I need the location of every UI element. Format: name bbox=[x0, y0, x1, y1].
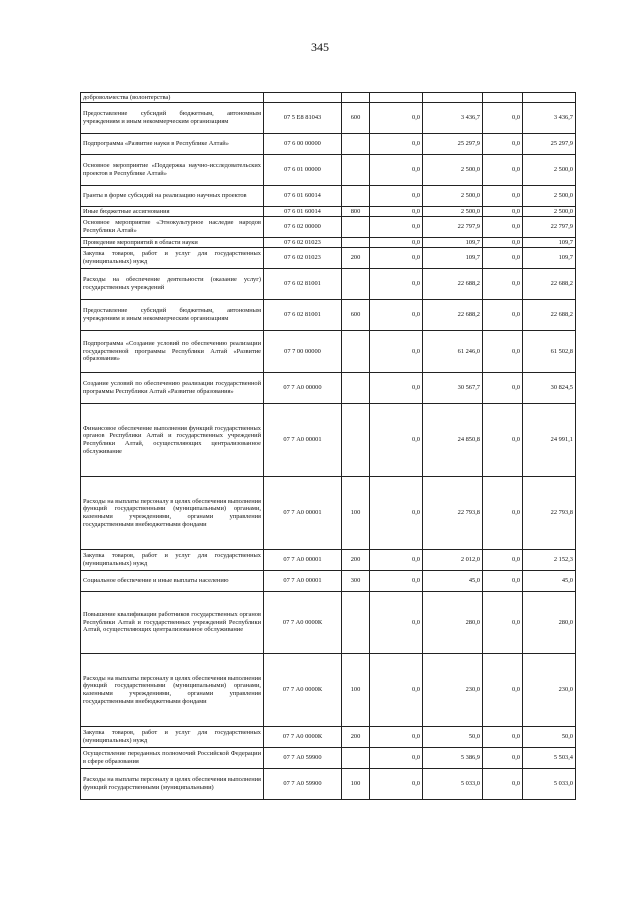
row-value-1: 0,0 bbox=[370, 404, 423, 477]
row-value-1: 0,0 bbox=[370, 654, 423, 727]
row-type bbox=[342, 134, 370, 155]
row-value-3: 0,0 bbox=[483, 331, 523, 373]
table-row bbox=[81, 769, 576, 800]
row-value-4: 3 436,7 bbox=[523, 103, 576, 134]
row-value-3: 0,0 bbox=[483, 155, 523, 186]
row-type: 200 bbox=[342, 248, 370, 269]
row-value-2: 30 567,7 bbox=[423, 373, 483, 404]
row-value-3: 0,0 bbox=[483, 134, 523, 155]
table-row bbox=[81, 331, 576, 373]
row-code: 07 7 А0 0000К bbox=[264, 727, 342, 748]
row-value-4: 5 033,0 bbox=[523, 769, 576, 800]
row-code: 07 6 02 01023 bbox=[264, 248, 342, 269]
table-row bbox=[81, 217, 576, 238]
row-value-1: 0,0 bbox=[370, 550, 423, 571]
row-value-3: 0,0 bbox=[483, 477, 523, 550]
table-row bbox=[81, 207, 576, 217]
row-name: Закупка товаров, работ и услуг для государственных (муниципальных) нужд bbox=[81, 550, 264, 571]
row-type: 100 bbox=[342, 477, 370, 550]
row-type: 200 bbox=[342, 550, 370, 571]
row-value-2 bbox=[423, 93, 483, 103]
row-value-4: 109,7 bbox=[523, 238, 576, 248]
row-code: 07 7 А0 00001 bbox=[264, 477, 342, 550]
row-type bbox=[342, 186, 370, 207]
table-row bbox=[81, 654, 576, 727]
row-value-2: 5 386,9 bbox=[423, 748, 483, 769]
row-value-4: 24 991,1 bbox=[523, 404, 576, 477]
table-row bbox=[81, 248, 576, 269]
row-type: 600 bbox=[342, 300, 370, 331]
row-value-2: 25 297,9 bbox=[423, 134, 483, 155]
row-code: 07 7 А0 00001 bbox=[264, 404, 342, 477]
row-value-4: 22 797,9 bbox=[523, 217, 576, 238]
row-name: Расходы на выплаты персоналу в целях обеспечения выполнения функций государственными (муниципальными) bbox=[81, 769, 264, 800]
row-value-1: 0,0 bbox=[370, 103, 423, 134]
row-value-2: 50,0 bbox=[423, 727, 483, 748]
row-name: Осуществление переданных полномочий Российской Федерации в сфере образования bbox=[81, 748, 264, 769]
row-value-4: 25 297,9 bbox=[523, 134, 576, 155]
row-name: Основное мероприятие «Поддержка научно-исследовательских проектов в Республике Алтай» bbox=[81, 155, 264, 186]
budget-table bbox=[80, 92, 576, 800]
row-name: Расходы на выплаты персоналу в целях обеспечения выполнения функций государственными (муниципальными) органами, казенными учреждениями, органами управления государственными внебюджетными фондами bbox=[81, 654, 264, 727]
row-name: Финансовое обеспечение выполнения функций государственных органов Республики Алтай и государственных учреждений Республики Алтай, осуществляющих централизованное обслуживание bbox=[81, 404, 264, 477]
table-row bbox=[81, 155, 576, 186]
row-type bbox=[342, 93, 370, 103]
row-value-2: 5 033,0 bbox=[423, 769, 483, 800]
row-value-2: 109,7 bbox=[423, 248, 483, 269]
row-value-4: 22 793,8 bbox=[523, 477, 576, 550]
row-value-4: 280,0 bbox=[523, 592, 576, 654]
row-code: 07 7 00 00000 bbox=[264, 331, 342, 373]
row-value-2: 22 688,2 bbox=[423, 269, 483, 300]
row-name: Расходы на обеспечение деятельности (оказание услуг) государственных учреждений bbox=[81, 269, 264, 300]
table-row bbox=[81, 592, 576, 654]
row-code: 07 6 02 81001 bbox=[264, 269, 342, 300]
row-value-1: 0,0 bbox=[370, 207, 423, 217]
row-value-4: 22 688,2 bbox=[523, 300, 576, 331]
row-value-1: 0,0 bbox=[370, 155, 423, 186]
row-name: Создание условий по обеспечению реализации государственной программы Республики Алтай «Развитие образования» bbox=[81, 373, 264, 404]
row-name: Иные бюджетные ассигнования bbox=[81, 207, 264, 217]
row-value-4: 30 824,5 bbox=[523, 373, 576, 404]
row-type bbox=[342, 373, 370, 404]
row-code bbox=[264, 93, 342, 103]
row-value-3: 0,0 bbox=[483, 238, 523, 248]
row-code: 07 7 А0 00001 bbox=[264, 550, 342, 571]
row-value-2: 22 688,2 bbox=[423, 300, 483, 331]
row-code: 07 6 02 00000 bbox=[264, 217, 342, 238]
row-value-1: 0,0 bbox=[370, 477, 423, 550]
row-value-3: 0,0 bbox=[483, 550, 523, 571]
row-type bbox=[342, 748, 370, 769]
row-name: добровольчества (волонтерства) bbox=[81, 93, 264, 103]
row-code: 07 6 02 01023 bbox=[264, 238, 342, 248]
row-value-3: 0,0 bbox=[483, 217, 523, 238]
row-value-3: 0,0 bbox=[483, 248, 523, 269]
row-value-3: 0,0 bbox=[483, 571, 523, 592]
page-number: 345 bbox=[311, 40, 329, 54]
row-value-2: 24 850,8 bbox=[423, 404, 483, 477]
row-value-2: 2 500,0 bbox=[423, 207, 483, 217]
row-type: 200 bbox=[342, 727, 370, 748]
row-value-3 bbox=[483, 93, 523, 103]
row-code: 07 5 E8 81043 bbox=[264, 103, 342, 134]
row-value-2: 280,0 bbox=[423, 592, 483, 654]
row-value-1: 0,0 bbox=[370, 331, 423, 373]
row-type bbox=[342, 269, 370, 300]
table-row bbox=[81, 186, 576, 207]
row-value-3: 0,0 bbox=[483, 654, 523, 727]
row-code: 07 6 01 60014 bbox=[264, 207, 342, 217]
row-name: Основное мероприятие «Этнокультурное наследие народов Республики Алтай» bbox=[81, 217, 264, 238]
row-code: 07 6 01 00000 bbox=[264, 155, 342, 186]
row-value-4: 109,7 bbox=[523, 248, 576, 269]
row-value-3: 0,0 bbox=[483, 404, 523, 477]
row-value-3: 0,0 bbox=[483, 300, 523, 331]
row-value-2: 61 246,0 bbox=[423, 331, 483, 373]
table-row bbox=[81, 238, 576, 248]
table-row bbox=[81, 748, 576, 769]
row-value-3: 0,0 bbox=[483, 748, 523, 769]
row-code: 07 7 А0 00000 bbox=[264, 373, 342, 404]
row-value-4: 2 500,0 bbox=[523, 207, 576, 217]
table-row bbox=[81, 571, 576, 592]
row-name: Подпрограмма «Развитие науки в Республике Алтай» bbox=[81, 134, 264, 155]
row-value-4: 22 688,2 bbox=[523, 269, 576, 300]
row-value-4: 230,0 bbox=[523, 654, 576, 727]
row-type bbox=[342, 404, 370, 477]
row-value-4: 2 500,0 bbox=[523, 155, 576, 186]
row-value-2: 45,0 bbox=[423, 571, 483, 592]
row-value-3: 0,0 bbox=[483, 769, 523, 800]
row-value-4: 2 152,3 bbox=[523, 550, 576, 571]
row-type: 300 bbox=[342, 571, 370, 592]
row-value-4: 2 500,0 bbox=[523, 186, 576, 207]
row-type: 600 bbox=[342, 103, 370, 134]
row-value-1: 0,0 bbox=[370, 134, 423, 155]
row-value-1: 0,0 bbox=[370, 186, 423, 207]
row-value-1: 0,0 bbox=[370, 269, 423, 300]
row-value-1: 0,0 bbox=[370, 217, 423, 238]
row-value-1: 0,0 bbox=[370, 248, 423, 269]
row-type bbox=[342, 155, 370, 186]
row-value-3: 0,0 bbox=[483, 592, 523, 654]
row-name: Предоставление субсидий бюджетным, автономным учреждениям и иным некоммерческим организациям bbox=[81, 103, 264, 134]
row-value-1: 0,0 bbox=[370, 571, 423, 592]
row-value-1: 0,0 bbox=[370, 748, 423, 769]
row-code: 07 7 А0 00001 bbox=[264, 571, 342, 592]
row-value-1: 0,0 bbox=[370, 769, 423, 800]
row-value-2: 230,0 bbox=[423, 654, 483, 727]
row-type bbox=[342, 217, 370, 238]
row-type: 100 bbox=[342, 769, 370, 800]
table-row bbox=[81, 300, 576, 331]
row-value-4 bbox=[523, 93, 576, 103]
row-value-2: 22 797,9 bbox=[423, 217, 483, 238]
row-value-1: 0,0 bbox=[370, 373, 423, 404]
row-type bbox=[342, 238, 370, 248]
row-value-1: 0,0 bbox=[370, 727, 423, 748]
row-code: 07 7 А0 59900 bbox=[264, 769, 342, 800]
table-row bbox=[81, 477, 576, 550]
table-body bbox=[81, 93, 576, 800]
row-type: 100 bbox=[342, 654, 370, 727]
row-value-3: 0,0 bbox=[483, 103, 523, 134]
row-value-2: 109,7 bbox=[423, 238, 483, 248]
row-value-2: 2 012,0 bbox=[423, 550, 483, 571]
row-value-3: 0,0 bbox=[483, 727, 523, 748]
row-name: Проведение мероприятий в области науки bbox=[81, 238, 264, 248]
row-value-2: 22 793,8 bbox=[423, 477, 483, 550]
row-value-4: 45,0 bbox=[523, 571, 576, 592]
row-name: Социальное обеспечение и иные выплаты населению bbox=[81, 571, 264, 592]
row-value-3: 0,0 bbox=[483, 186, 523, 207]
row-value-4: 50,0 bbox=[523, 727, 576, 748]
row-code: 07 6 02 81001 bbox=[264, 300, 342, 331]
row-name: Гранты в форме субсидий на реализацию научных проектов bbox=[81, 186, 264, 207]
row-value-3: 0,0 bbox=[483, 373, 523, 404]
row-value-4: 5 503,4 bbox=[523, 748, 576, 769]
row-type: 800 bbox=[342, 207, 370, 217]
table-row bbox=[81, 550, 576, 571]
row-value-2: 3 436,7 bbox=[423, 103, 483, 134]
row-name: Закупка товаров, работ и услуг для государственных (муниципальных) нужд bbox=[81, 727, 264, 748]
row-code: 07 7 А0 59900 bbox=[264, 748, 342, 769]
table-row bbox=[81, 103, 576, 134]
row-value-1: 0,0 bbox=[370, 238, 423, 248]
row-value-2: 2 500,0 bbox=[423, 155, 483, 186]
row-name: Подпрограмма «Создание условий по обеспечению реализации государственной программы Республики Алтай «Развитие образования» bbox=[81, 331, 264, 373]
row-value-3: 0,0 bbox=[483, 207, 523, 217]
row-name: Закупка товаров, работ и услуг для государственных (муниципальных) нужд bbox=[81, 248, 264, 269]
row-value-3: 0,0 bbox=[483, 269, 523, 300]
table-row bbox=[81, 404, 576, 477]
row-code: 07 6 00 00000 bbox=[264, 134, 342, 155]
row-code: 07 6 01 60014 bbox=[264, 186, 342, 207]
row-code: 07 7 А0 0000К bbox=[264, 654, 342, 727]
row-value-2: 2 500,0 bbox=[423, 186, 483, 207]
row-name: Предоставление субсидий бюджетным, автономным учреждениям и иным некоммерческим организациям bbox=[81, 300, 264, 331]
row-value-1 bbox=[370, 93, 423, 103]
row-type bbox=[342, 331, 370, 373]
row-value-1: 0,0 bbox=[370, 300, 423, 331]
table-row bbox=[81, 269, 576, 300]
row-code: 07 7 А0 0000К bbox=[264, 592, 342, 654]
row-name: Расходы на выплаты персоналу в целях обеспечения выполнения функций государственными (муниципальными) органами, казенными учреждениями, органами управления государственными внебюджетными фондами bbox=[81, 477, 264, 550]
table-row bbox=[81, 134, 576, 155]
table-row bbox=[81, 727, 576, 748]
row-name: Повышение квалификации работников государственных органов Республики Алтай и государственных учреждений Республики Алтай, осуществляющих централизованное обслуживание bbox=[81, 592, 264, 654]
row-type bbox=[342, 592, 370, 654]
table-row bbox=[81, 93, 576, 103]
row-value-4: 61 502,8 bbox=[523, 331, 576, 373]
row-value-1: 0,0 bbox=[370, 592, 423, 654]
table-row bbox=[81, 373, 576, 404]
